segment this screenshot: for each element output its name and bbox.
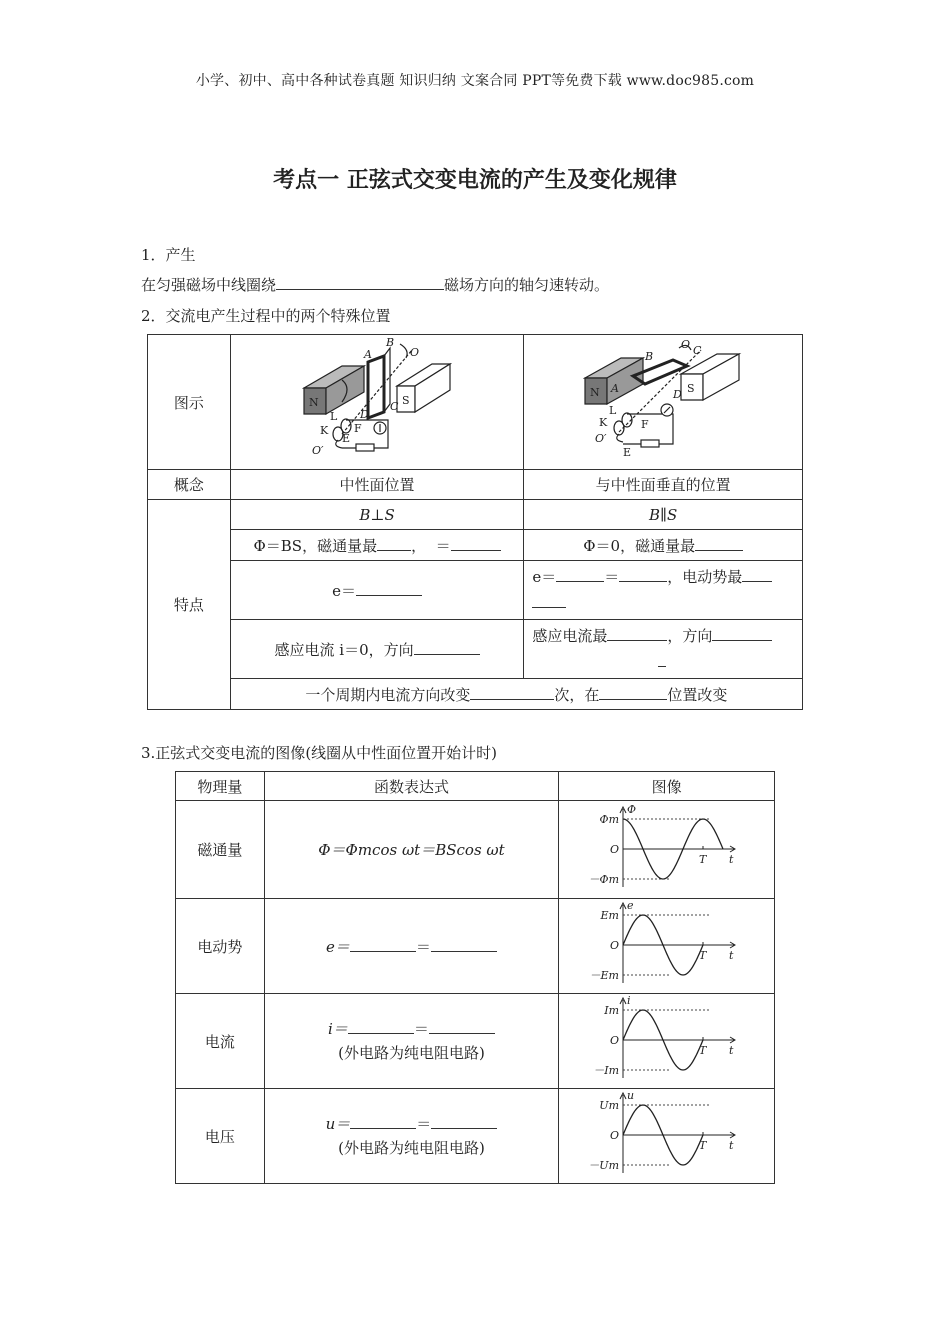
current-expression-a: i＝ <box>328 1020 348 1038</box>
label-k: K <box>320 424 329 437</box>
blank[interactable] <box>350 937 416 952</box>
concept-col2: 与中性面垂直的位置 <box>524 470 803 500</box>
label-a: A <box>364 348 373 361</box>
voltage-expression-a: u＝ <box>325 1115 351 1133</box>
label-k: K <box>599 416 608 429</box>
y-axis-label: i <box>626 994 631 1007</box>
blank[interactable] <box>377 536 411 551</box>
blank[interactable] <box>607 626 667 641</box>
min-label: －Φm <box>588 872 619 886</box>
figure-neutral-plane <box>230 335 524 470</box>
current-expression-b: ＝ <box>413 1020 429 1038</box>
label-o: O <box>681 338 691 351</box>
y-axis-label: Φ <box>626 802 636 816</box>
section1-text <box>141 274 609 295</box>
flux-col2 <box>524 530 803 561</box>
flux-expression: Φ＝Φmcos ωt＝BScos ωt <box>264 801 558 899</box>
label-e: E <box>342 432 351 445</box>
origin-label: O <box>609 842 619 856</box>
blank[interactable] <box>451 536 501 551</box>
generator-diagram-1 <box>302 336 452 464</box>
voltage-graph-cell <box>559 1089 775 1184</box>
label-n: N <box>590 386 600 399</box>
emf-col2 <box>524 561 803 620</box>
page-title: 考点一 正弦式交变电流的产生及变化规律 <box>273 168 677 193</box>
emf-col2-a: e＝ <box>532 568 557 586</box>
row-name-voltage: 电压 <box>176 1089 265 1184</box>
direction-change-c: 位置改变 <box>667 685 728 704</box>
flux-col1-a: Φ＝BS，磁通量最 <box>253 536 378 555</box>
emf-expression-b: ＝ <box>415 937 431 956</box>
blank[interactable] <box>599 685 667 700</box>
label-o-prime: O′ <box>595 432 607 445</box>
label-b: B <box>645 350 654 363</box>
label-f: F <box>641 418 649 431</box>
y-axis-label: e <box>626 899 634 912</box>
max-label: Em <box>600 909 619 922</box>
row-name-current: 电流 <box>176 994 265 1089</box>
blank[interactable] <box>695 536 743 551</box>
blank[interactable] <box>429 1019 495 1034</box>
label-n: N <box>309 396 319 409</box>
emf-col2-b: ＝ <box>604 568 620 586</box>
section1-heading: 1．产生 <box>141 246 196 264</box>
label-a: A <box>611 382 620 395</box>
blank[interactable] <box>348 1019 414 1034</box>
flux-graph-cell <box>559 801 775 899</box>
flux-graph <box>587 803 747 893</box>
blank[interactable] <box>431 937 497 952</box>
relation-col2: B∥S <box>524 500 803 530</box>
voltage-note: (外电路为纯电阻电路) <box>338 1139 485 1157</box>
period-label: T <box>698 1139 706 1152</box>
current-col1-a: 感应电流 i＝0，方向 <box>274 640 414 659</box>
page-header: 小学、初中、高中各种试卷真题 知识归纳 文案合同 PPT等免费下载 www.doc985.com <box>195 73 755 89</box>
t-axis-label: t <box>728 1044 733 1057</box>
origin-label: O <box>609 939 619 952</box>
origin-label: O <box>609 1034 619 1047</box>
row-name-flux: 磁通量 <box>176 801 265 899</box>
voltage-expression-b: ＝ <box>416 1115 432 1133</box>
current-col2 <box>524 620 803 679</box>
label-l: L <box>330 410 338 423</box>
max-label: Um <box>598 1099 619 1112</box>
sine-graphs-table <box>175 771 775 1184</box>
current-graph <box>587 994 747 1084</box>
t-axis-label: t <box>728 949 733 962</box>
current-col1 <box>230 620 524 679</box>
label-d: D <box>673 388 682 401</box>
flux-col1-b: ， <box>411 536 427 555</box>
label-s: S <box>687 382 695 395</box>
blank[interactable] <box>619 567 667 582</box>
row-name-emf: 电动势 <box>176 899 265 994</box>
header-expression: 函数表达式 <box>264 772 558 801</box>
origin-label: O <box>609 1129 619 1142</box>
period-label: T <box>698 1044 706 1057</box>
blank[interactable] <box>356 581 422 596</box>
section3-heading: 3.正弦式交变电流的图像(线圈从中性面位置开始计时) <box>141 744 498 762</box>
current-note: (外电路为纯电阻电路) <box>338 1044 485 1062</box>
figure-perpendicular-plane <box>524 335 803 470</box>
blank[interactable] <box>556 567 604 582</box>
blank[interactable] <box>276 275 444 290</box>
row-label-figure: 图示 <box>148 335 231 470</box>
t-axis-label: t <box>728 852 733 866</box>
current-col2-a: 感应电流最 <box>532 627 608 645</box>
blank[interactable] <box>414 640 480 655</box>
emf-expression <box>264 899 558 994</box>
emf-graph <box>587 899 747 989</box>
blank[interactable] <box>470 685 554 700</box>
emf-graph-cell <box>559 899 775 994</box>
voltage-expression <box>264 1089 558 1184</box>
blank[interactable] <box>658 652 666 667</box>
max-label: Φm <box>599 812 619 826</box>
row-label-feature: 特点 <box>148 500 231 710</box>
special-positions-table <box>147 334 803 710</box>
concept-col1: 中性面位置 <box>230 470 524 500</box>
blank[interactable] <box>532 593 566 608</box>
section1-text-b: 磁场方向的轴匀速转动。 <box>444 276 610 294</box>
current-expression <box>264 994 558 1089</box>
label-o: O <box>410 346 420 359</box>
label-c: C <box>693 344 702 357</box>
emf-expression-a: e＝ <box>326 937 350 956</box>
blank[interactable] <box>350 1114 416 1129</box>
label-o-prime: O′ <box>312 444 324 457</box>
section2-heading: 2．交流电产生过程中的两个特殊位置 <box>141 307 391 325</box>
label-l: L <box>609 404 617 417</box>
direction-change-row <box>230 679 802 710</box>
flux-col2-a: Φ＝0，磁通量最 <box>583 536 696 555</box>
flux-col1 <box>230 530 524 561</box>
min-label: －Um <box>587 1159 619 1172</box>
relation-col1: B⊥S <box>230 500 524 530</box>
emf-col2-c: ，电动势最 <box>667 568 743 586</box>
label-b: B <box>386 336 395 349</box>
t-axis-label: t <box>728 1139 733 1152</box>
row-label-concept: 概念 <box>148 470 231 500</box>
voltage-graph <box>587 1089 747 1179</box>
direction-change-b: 次，在 <box>554 685 600 704</box>
blank[interactable] <box>431 1114 497 1129</box>
direction-change-a: 一个周期内电流方向改变 <box>305 685 471 704</box>
min-label: －Im <box>592 1064 619 1077</box>
emf-col1-a: e＝ <box>332 581 356 600</box>
period-label: T <box>698 949 706 962</box>
y-axis-label: u <box>626 1089 634 1102</box>
label-d: D <box>360 408 369 421</box>
min-label: －Em <box>589 969 619 982</box>
label-s: S <box>402 394 410 407</box>
max-label: Im <box>603 1004 619 1017</box>
label-f: F <box>354 422 362 435</box>
period-label: T <box>698 852 706 866</box>
generator-diagram-2 <box>583 336 743 464</box>
flux-col1-c: ＝ <box>435 536 451 555</box>
emf-col1 <box>230 561 524 620</box>
current-graph-cell <box>559 994 775 1089</box>
current-col2-b: ，方向 <box>667 627 713 645</box>
header-graph: 图像 <box>559 772 775 801</box>
label-e: E <box>623 446 632 459</box>
label-c: C <box>390 400 399 413</box>
header-quantity: 物理量 <box>176 772 265 801</box>
section1-text-a: 在匀强磁场中线圈绕 <box>141 276 277 294</box>
blank[interactable] <box>742 567 772 582</box>
blank[interactable] <box>712 626 772 641</box>
